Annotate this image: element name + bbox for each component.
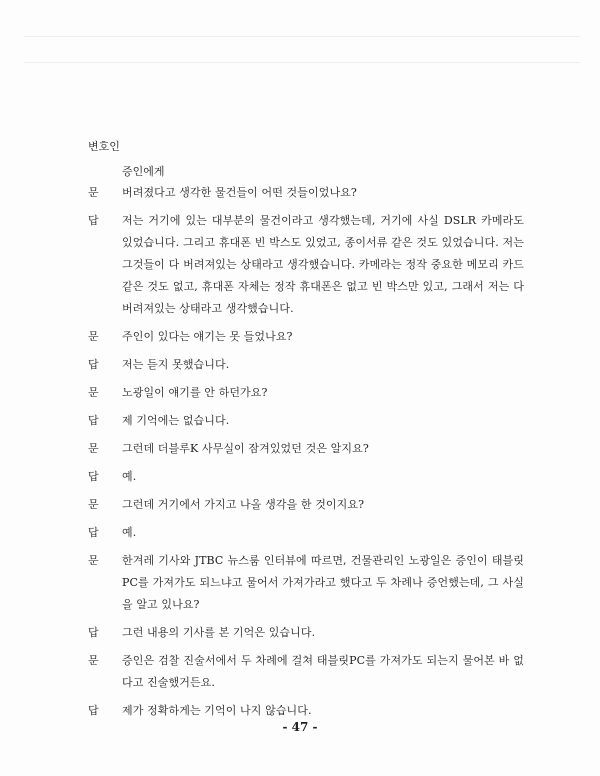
answer-marker: 답 bbox=[88, 704, 99, 717]
qa-entry bbox=[88, 354, 524, 376]
qa-entry bbox=[88, 650, 524, 694]
answer-text: 저는 거기에 있는 대부분의 물건이라고 생각했는데, 거기에 사실 DSLR 카메라도 있었습니다. 그리고 휴대폰 빈 박스도 있었고, 종이서류 같은 것도 있었습니다. 저는 그것들이 다 버려져있는 상태라고 생각했습니다. 카메라는 정작 중요한 메모리 카드 같은 것도 없고, 휴대폰 자체는 정작 휴대폰은 없고 빈 박스만 있고, 그래서 저는 다 버려져있는 상태라고 생각했습니다. bbox=[122, 214, 524, 315]
question-marker: 문 bbox=[88, 498, 99, 511]
question-marker: 문 bbox=[88, 554, 99, 567]
qa-entry bbox=[88, 522, 524, 544]
qa-list bbox=[88, 182, 524, 728]
question-marker: 문 bbox=[88, 186, 99, 199]
answer-text: 예. bbox=[122, 526, 137, 539]
answer-marker: 답 bbox=[88, 358, 99, 371]
question-text: 버려졌다고 생각한 물건들이 어떤 것들이었나요? bbox=[122, 186, 357, 199]
qa-entry bbox=[88, 550, 524, 616]
scan-artifact-line bbox=[24, 36, 580, 37]
question-text: 그런데 더블루K 사무실이 잠겨있었던 것은 알지요? bbox=[122, 442, 369, 455]
addressee-label: 증인에게 bbox=[122, 165, 165, 178]
qa-entry bbox=[88, 622, 524, 644]
question-text: 한겨레 기사와 JTBC 뉴스룸 인터뷰에 따르면, 건물관리인 노광일은 증인이 태블릿PC를 가져가도 되느냐고 물어서 가져가라고 했다고 두 차례나 증언했는데, 그 사실을 알고 있나요? bbox=[122, 554, 524, 611]
question-marker: 문 bbox=[88, 442, 99, 455]
qa-entry bbox=[88, 410, 524, 432]
answer-marker: 답 bbox=[88, 470, 99, 483]
qa-entry bbox=[88, 210, 524, 320]
question-text: 노광일이 얘기를 안 하던가요? bbox=[122, 386, 268, 399]
qa-entry bbox=[88, 494, 524, 516]
qa-entry bbox=[88, 700, 524, 722]
qa-entry bbox=[88, 438, 524, 460]
question-text: 증인은 검찰 진술서에서 두 차례에 걸쳐 태블릿PC를 가져가도 되는지 물어본 바 없다고 진술했거든요. bbox=[122, 654, 524, 689]
question-marker: 문 bbox=[88, 330, 99, 343]
qa-entry bbox=[88, 326, 524, 348]
speaker-label: 변호인 bbox=[88, 140, 120, 153]
answer-text: 제 기억에는 없습니다. bbox=[122, 414, 230, 427]
answer-marker: 답 bbox=[88, 214, 99, 227]
answer-text: 예. bbox=[122, 470, 137, 483]
qa-entry bbox=[88, 466, 524, 488]
answer-marker: 답 bbox=[88, 626, 99, 639]
answer-text: 제가 정확하게는 기억이 나지 않습니다. bbox=[122, 704, 312, 717]
question-marker: 문 bbox=[88, 386, 99, 399]
question-marker: 문 bbox=[88, 654, 99, 667]
qa-entry bbox=[88, 182, 524, 204]
answer-marker: 답 bbox=[88, 526, 99, 539]
qa-entry bbox=[88, 382, 524, 404]
page-number: - 47 - bbox=[282, 720, 318, 734]
answer-text: 그런 내용의 기사를 본 기억은 있습니다. bbox=[122, 626, 316, 639]
question-text: 그런데 거기에서 가지고 나올 생각을 한 것이지요? bbox=[122, 498, 365, 511]
question-text: 주인이 있다는 얘기는 못 들었나요? bbox=[122, 330, 293, 343]
answer-marker: 답 bbox=[88, 414, 99, 427]
answer-text: 저는 듣지 못했습니다. bbox=[122, 358, 230, 371]
scan-artifact-line bbox=[24, 62, 580, 63]
